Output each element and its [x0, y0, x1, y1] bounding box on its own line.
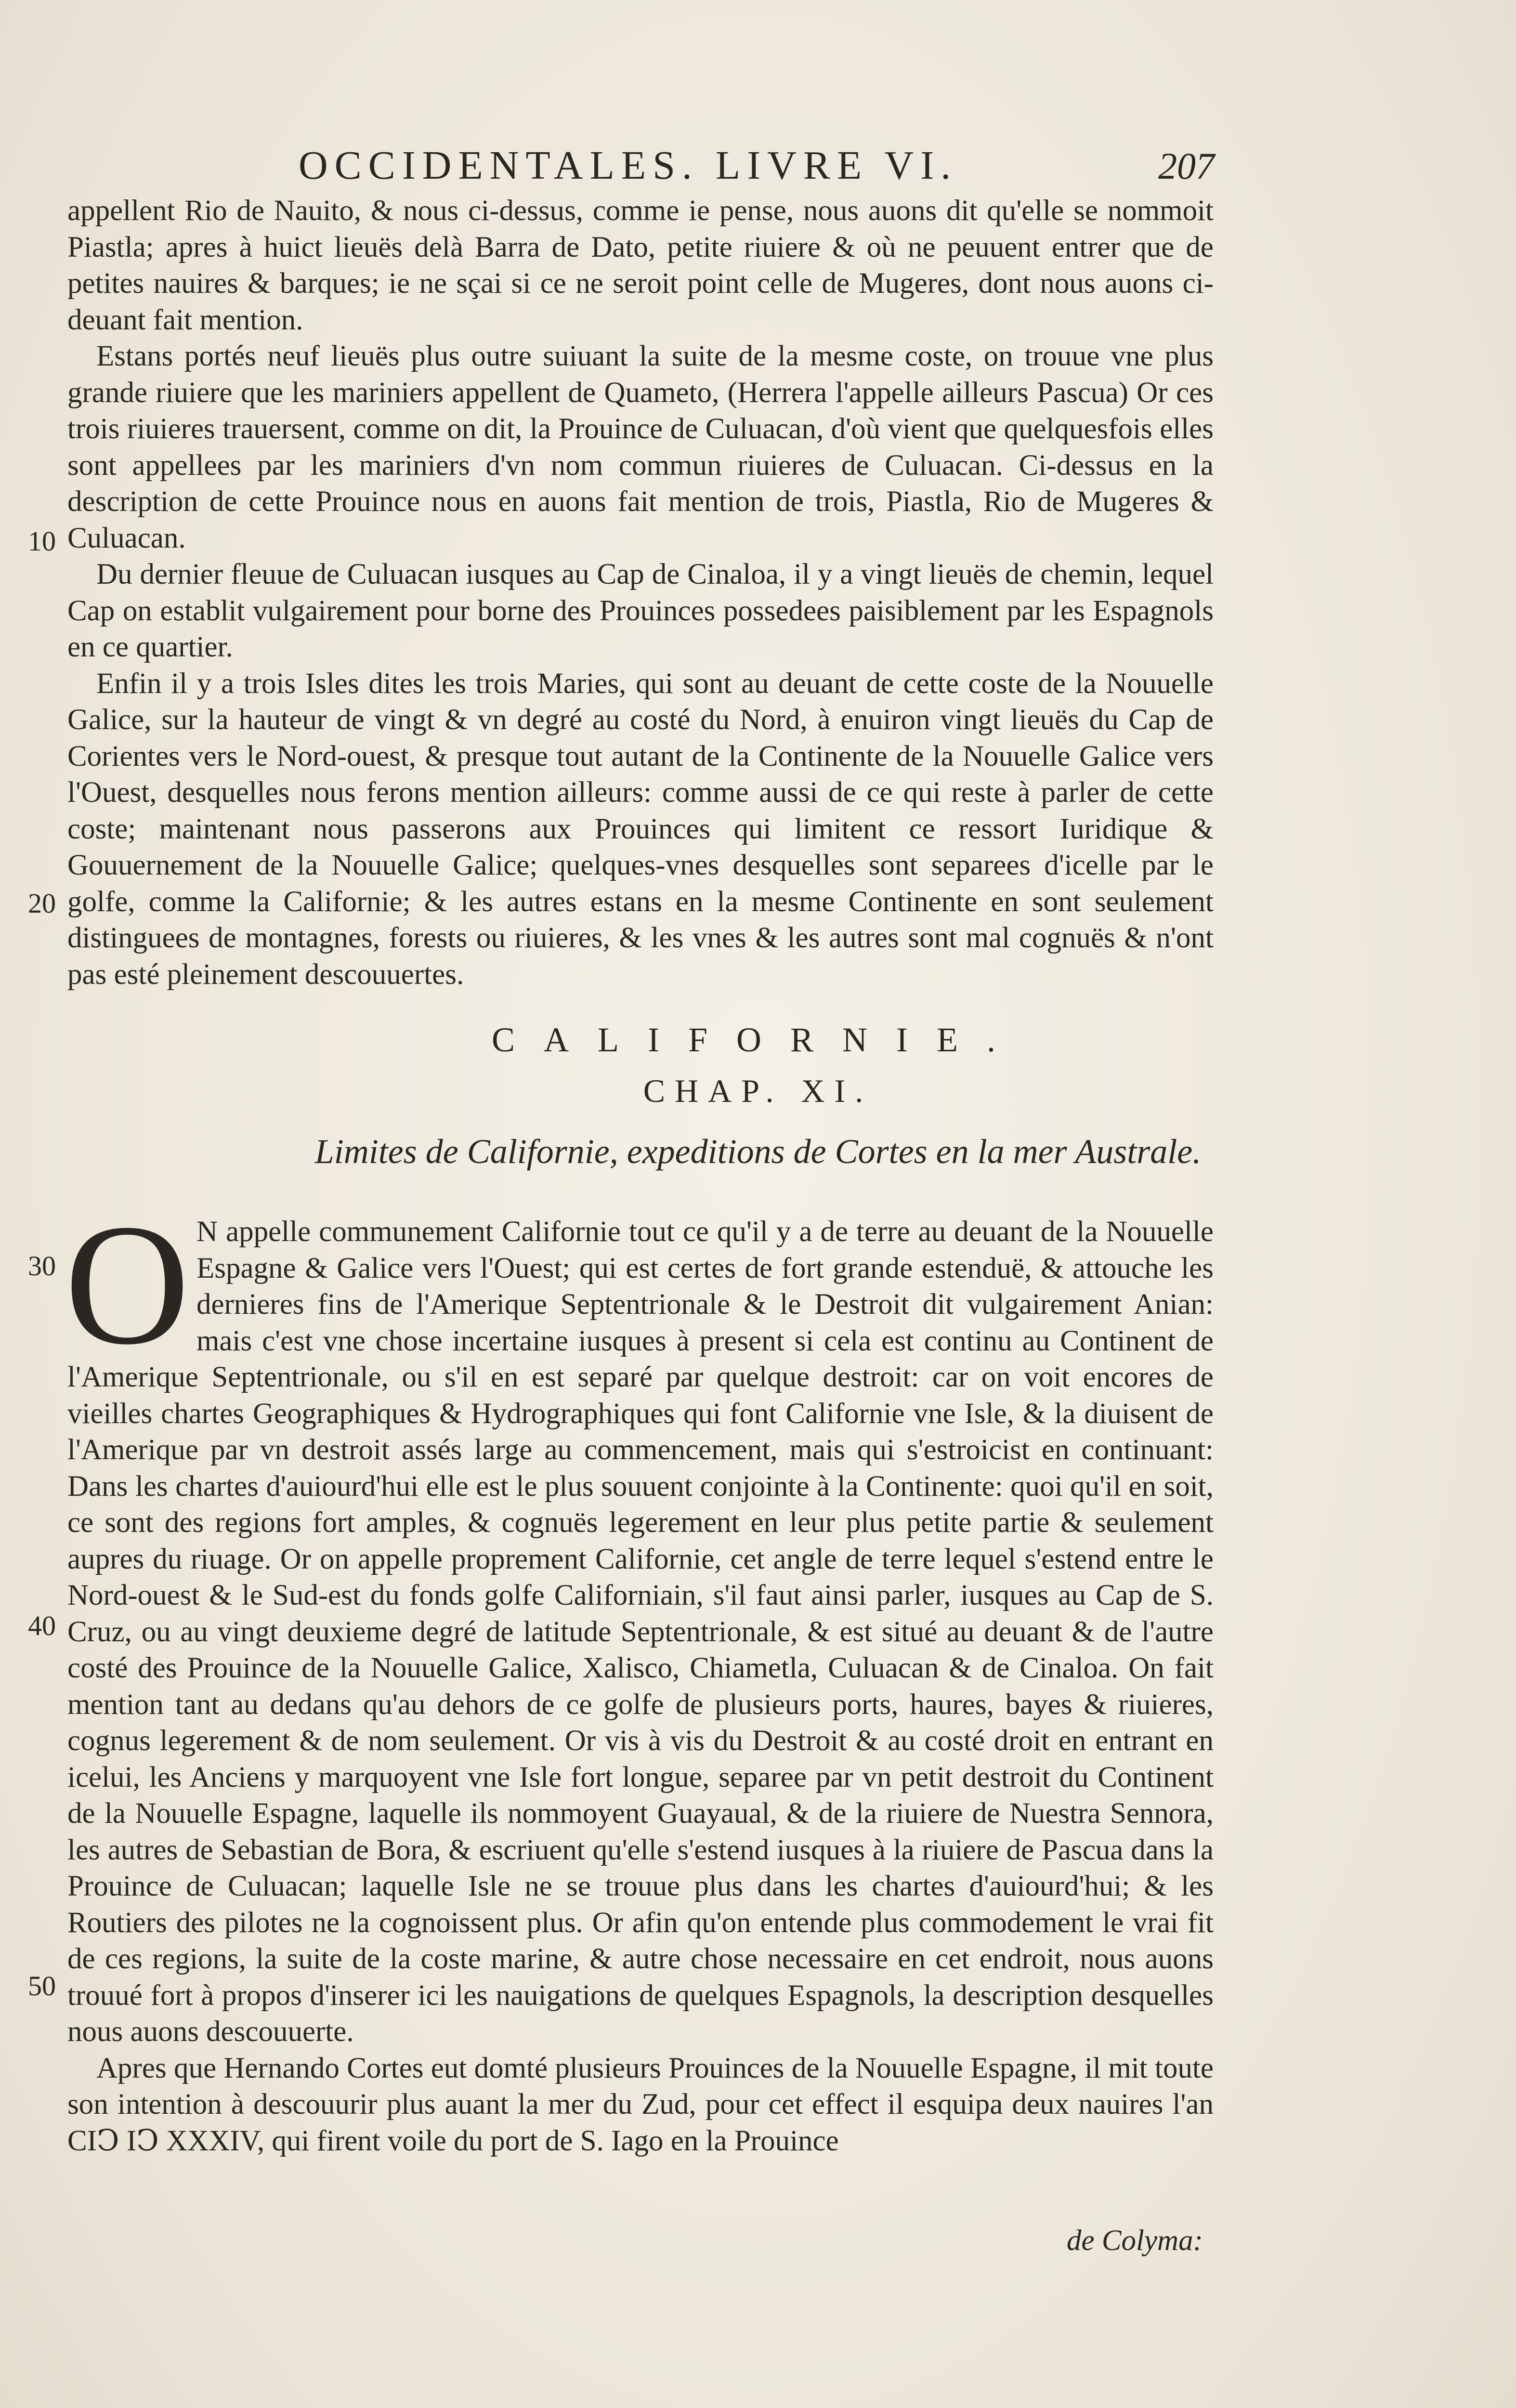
chapter-subtitle: Limites de Californie, expeditions de Cortes en la mer Australe.	[314, 1132, 1202, 1171]
paragraph-6: Apres que Hernando Cortes eut domté plusieurs Prouinces de la Nouuelle Espagne, il mit toute son intention à descouurir plus auant la mer du Zud, pour cet effect il esquipa deux nauires l'an CIↃ IↃ XXXIV, qui firent voile du port de S. Iago en la Prouince	[67, 2052, 1214, 2157]
drop-capital: O	[65, 1188, 190, 1380]
chapter-number: CHAP. XI.	[643, 1073, 873, 1109]
paragraph-2: Estans portés neuf lieuës plus outre suiuant la suite de la mesme coste, on trouue vne plus grande riuiere que les mariniers appellent de Quameto, (Herrera l'appelle ailleurs Pascua) Or ces trois riuieres trauersent, comme on dit, la Prouince de Culuacan, d'où vient que quelquesfois elles sont appellees par les mariniers d'vn nom commun riuieres de Culuacan. Ci-dessus en la description de cette Prouince nous en auons fait mention de trois, Piastla, Rio de Mugeres & Culuacan.	[67, 340, 1214, 554]
line-number-50: 50	[28, 1970, 56, 2002]
catchword: de Colyma:	[1067, 2225, 1203, 2257]
line-number-40: 40	[28, 1610, 56, 1641]
paragraph-5: N appelle communement Californie tout ce qu'il y a de terre au deuant de la Nouuelle Espagne & Galice vers l'Ouest; qui est certes de fort grande estenduë, & attouche les dernieres fins de l'Amerique Septentrionale & le Destroit dit vulgairement Anian: mais c'est vne chose incertaine iusques à present si cela est continu au Continent de l'Amerique Septentrionale, ou s'il en est separé par quelque destroit: car on voit encores de vieilles chartes Geographiques & Hydrographiques qui font Californie vne Isle, & la diuisent de l'Amerique par vn destroit assés large au commencement, mais qui s'estroicist en continuant: Dans les chartes d'auiourd'hui elle est le plus souuent conjointe à la Continente: quoi qu'il en soit, ce sont des regions fort amples, & cognuës legerement en leur plus petite partie & seulement aupres du riuage. Or on appelle proprement Californie, cet angle de terre lequel s'estend entre le Nord-ouest & le Sud-est du fonds golfe Californiain, s'il faut ainsi parler, iusques au Cap de S. Cruz, ou au vingt deuxieme degré de latitude Septentrionale, & est situé au deuant & de l'autre costé des Prouince de la Nouuelle Galice, Xalisco, Chiametla, Culuacan & de Cinaloa. On fait mention tant au dedans qu'au dehors de ce golfe de plusieurs ports, haures, bayes & riuieres, cognus legerement & de nom seulement. Or vis à vis du Destroit & au costé droit en entrant en icelui, les Anciens y marquoyent vne Isle fort longue, separee par vn petit destroit du Continent de la Nouuelle Espagne, laquelle ils nommoyent Guayaual, & de la riuiere de Nuestra Sennora, les autres de Sebastian de Bora, & escriuent qu'elle s'estend iusques à la riuiere de Pascua dans la Prouince de Culuacan; laquelle Isle ne se trouue plus dans les chartes d'auiourd'hui; & les Routiers des pilotes ne la cognoissent plus. Or afin qu'on entende plus commodement le vrai fit de ces regions, la suite de la coste marine, & autre chose necessaire en cet endroit, nous auons trouué fort à propos d'inserer ici les nauigations de quelques Espagnols, la description desquelles nous auons descouuerte.	[67, 1216, 1214, 2048]
paragraph-3: Du dernier fleuue de Culuacan iusques au Cap de Cinaloa, il y a vingt lieuës de chemin, lequel Cap on establit vulgairement pour borne des Prouinces possedees paisiblement par les Espagnols en ce quartier.	[67, 558, 1214, 663]
line-number-10: 10	[28, 525, 56, 557]
paragraph-4: Enfin il y a trois Isles dites les trois Maries, qui sont au deuant de cette coste de la Nouuelle Galice, sur la hauteur de vingt & vn degré au costé du Nord, à enuiron vingt lieuës du Cap de Corientes vers le Nord-ouest, & presque tout autant de la Continente de la Nouuelle Galice vers l'Ouest, desquelles nous ferons mention ailleurs: comme aussi de ce qui reste à parler de cette coste; maintenant nous passerons aux Prouinces qui limitent ce ressort Iuridique & Gouuernement de la Nouuelle Galice; quelques-vnes desquelles sont separees d'icelle par le golfe, comme la Californie; & les autres estans en la mesme Continente en sont seulement distinguees de montagnes, forests ou riuieres, & les vnes & les autres sont mal cognuës & n'ont pas esté pleinement descouuertes.	[67, 667, 1214, 991]
text-block-lower	[65, 1188, 1214, 2159]
text-block-upper	[67, 193, 1214, 993]
chapter-heading: CALIFORNIE.	[492, 1021, 1024, 1059]
line-number-20: 20	[28, 888, 56, 919]
running-title: OCCIDENTALES. LIVRE VI.	[299, 143, 958, 188]
paragraph-1: appellent Rio de Nauito, & nous ci-dessus, comme ie pense, nous auons dit qu'elle se nommoit Piastla; apres à huict lieuës delà Barra de Dato, petite riuiere & où ne peuuent entrer que de petites nauires & barques; ie ne sçai si ce ne seroit point celle de Mugeres, dont nous auons ci-deuant fait mention.	[67, 195, 1214, 336]
page-number: 207	[1158, 145, 1215, 187]
line-number-30: 30	[28, 1250, 56, 1282]
